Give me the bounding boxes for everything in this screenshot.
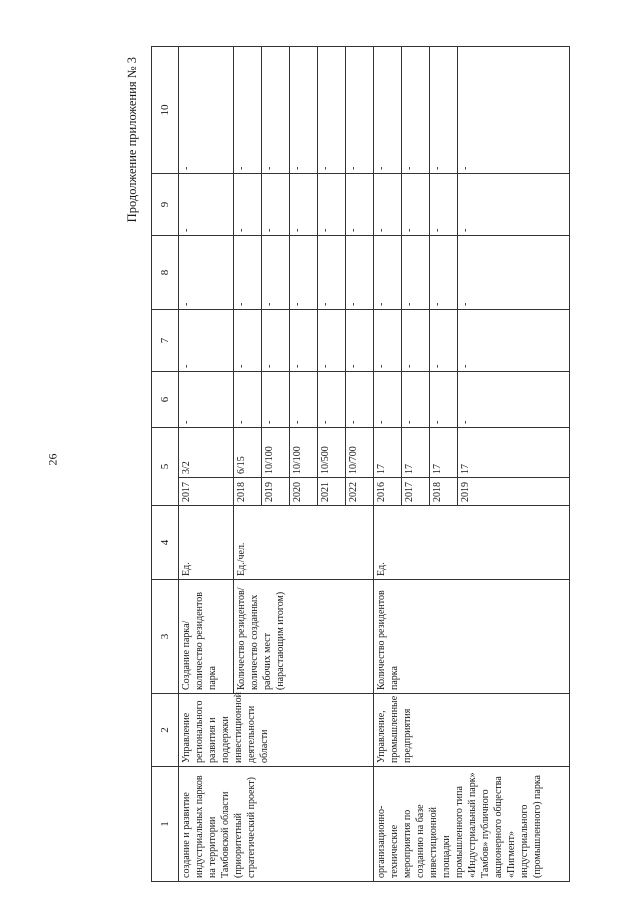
col9-cell: - (179, 174, 234, 236)
col7-cell: - (318, 310, 346, 372)
col10-cell: - (374, 47, 402, 174)
rotated-page-content (124, 47, 574, 882)
value-cell: 6/15 (234, 428, 262, 478)
col-header-1: 1 (152, 767, 179, 882)
year-cell: 2022 (346, 478, 374, 506)
col8-cell: - (458, 236, 570, 310)
col10-cell: - (458, 47, 570, 174)
value-cell: 10/100 (262, 428, 290, 478)
col-header-9: 9 (152, 174, 179, 236)
col9-cell: - (262, 174, 290, 236)
col10-cell: - (430, 47, 458, 174)
col8-cell: - (262, 236, 290, 310)
col6-cell: - (430, 372, 458, 428)
col10-cell: - (262, 47, 290, 174)
col6-cell: - (234, 372, 262, 428)
col6-cell: - (262, 372, 290, 428)
col8-cell: - (318, 236, 346, 310)
indicator-cell: Количество резидентов парка (374, 580, 570, 694)
unit-cell: Ед. (179, 506, 234, 580)
col8-cell: - (234, 236, 262, 310)
indicators-table (151, 46, 570, 882)
col9-cell: - (290, 174, 318, 236)
col6-cell: - (374, 372, 402, 428)
col9-cell: - (374, 174, 402, 236)
col7-cell: - (374, 310, 402, 372)
col8-cell: - (430, 236, 458, 310)
col6-cell: - (179, 372, 234, 428)
col10-cell: - (179, 47, 234, 174)
year-cell: 2021 (318, 478, 346, 506)
year-cell: 2017 (179, 478, 234, 506)
executor-cell: Управление, промышленные предприятия (374, 694, 570, 767)
year-cell: 2020 (290, 478, 318, 506)
year-cell: 2016 (374, 478, 402, 506)
value-cell: 10/700 (346, 428, 374, 478)
col-header-4: 4 (152, 506, 179, 580)
value-cell: 17 (430, 428, 458, 478)
col8-cell: - (402, 236, 430, 310)
col10-cell: - (234, 47, 262, 174)
col9-cell: - (458, 174, 570, 236)
year-cell: 2019 (458, 478, 570, 506)
col9-cell: - (430, 174, 458, 236)
value-cell: 10/100 (290, 428, 318, 478)
col9-cell: - (402, 174, 430, 236)
col7-cell: - (430, 310, 458, 372)
value-cell: 3/2 (179, 428, 234, 478)
col-header-5: 5 (152, 428, 179, 506)
executor-cell: Управление регионального развития и поддержки инвестиционной деятельности области (179, 694, 374, 767)
year-cell: 2017 (402, 478, 430, 506)
col9-cell: - (318, 174, 346, 236)
col6-cell: - (458, 372, 570, 428)
value-cell: 17 (402, 428, 430, 478)
year-cell: 2018 (430, 478, 458, 506)
col8-cell: - (290, 236, 318, 310)
value-cell: 10/500 (318, 428, 346, 478)
col-header-8: 8 (152, 236, 179, 310)
col7-cell: - (290, 310, 318, 372)
measure-cell: создание и развитие индустриальных парков на территории Тамбовской области (приоритетный стратегический проект) (179, 767, 374, 882)
col8-cell: - (346, 236, 374, 310)
col10-cell: - (318, 47, 346, 174)
col9-cell: - (346, 174, 374, 236)
col10-cell: - (346, 47, 374, 174)
col-header-10: 10 (152, 47, 179, 174)
col6-cell: - (290, 372, 318, 428)
page-number: 26 (45, 453, 60, 466)
continuation-caption: Продолжение приложения № 3 (125, 57, 139, 223)
indicator-cell: Создание парка/количество резидентов парка (179, 580, 234, 694)
col10-cell: - (402, 47, 430, 174)
col9-cell: - (234, 174, 262, 236)
unit-cell: Ед./чел. (234, 506, 374, 580)
col7-cell: - (234, 310, 262, 372)
measure-cell: организационно-технические мероприятия по созданию на базе инвестиционной площадки промышленного типа «Индустриальный парк» Тамбов» публичного акционерного общества «Пигмент» индустриального (промышленного) парка (374, 767, 570, 882)
col7-cell: - (402, 310, 430, 372)
col7-cell: - (179, 310, 234, 372)
col-header-7: 7 (152, 310, 179, 372)
col7-cell: - (262, 310, 290, 372)
col6-cell: - (402, 372, 430, 428)
col-header-2: 2 (152, 694, 179, 767)
unit-cell: Ед. (374, 506, 570, 580)
col10-cell: - (290, 47, 318, 174)
col7-cell: - (346, 310, 374, 372)
year-cell: 2018 (234, 478, 262, 506)
table-row (179, 47, 234, 882)
header-row (152, 47, 179, 882)
value-cell: 17 (374, 428, 402, 478)
col-header-3: 3 (152, 580, 179, 694)
indicator-cell: Количество резидентов/количество созданных рабочих мест (нарастающим итогом) (234, 580, 374, 694)
year-cell: 2019 (262, 478, 290, 506)
col6-cell: - (318, 372, 346, 428)
col6-cell: - (346, 372, 374, 428)
col7-cell: - (458, 310, 570, 372)
col8-cell: - (374, 236, 402, 310)
table-row (374, 47, 402, 882)
col-header-6: 6 (152, 372, 179, 428)
value-cell: 17 (458, 428, 570, 478)
col8-cell: - (179, 236, 234, 310)
